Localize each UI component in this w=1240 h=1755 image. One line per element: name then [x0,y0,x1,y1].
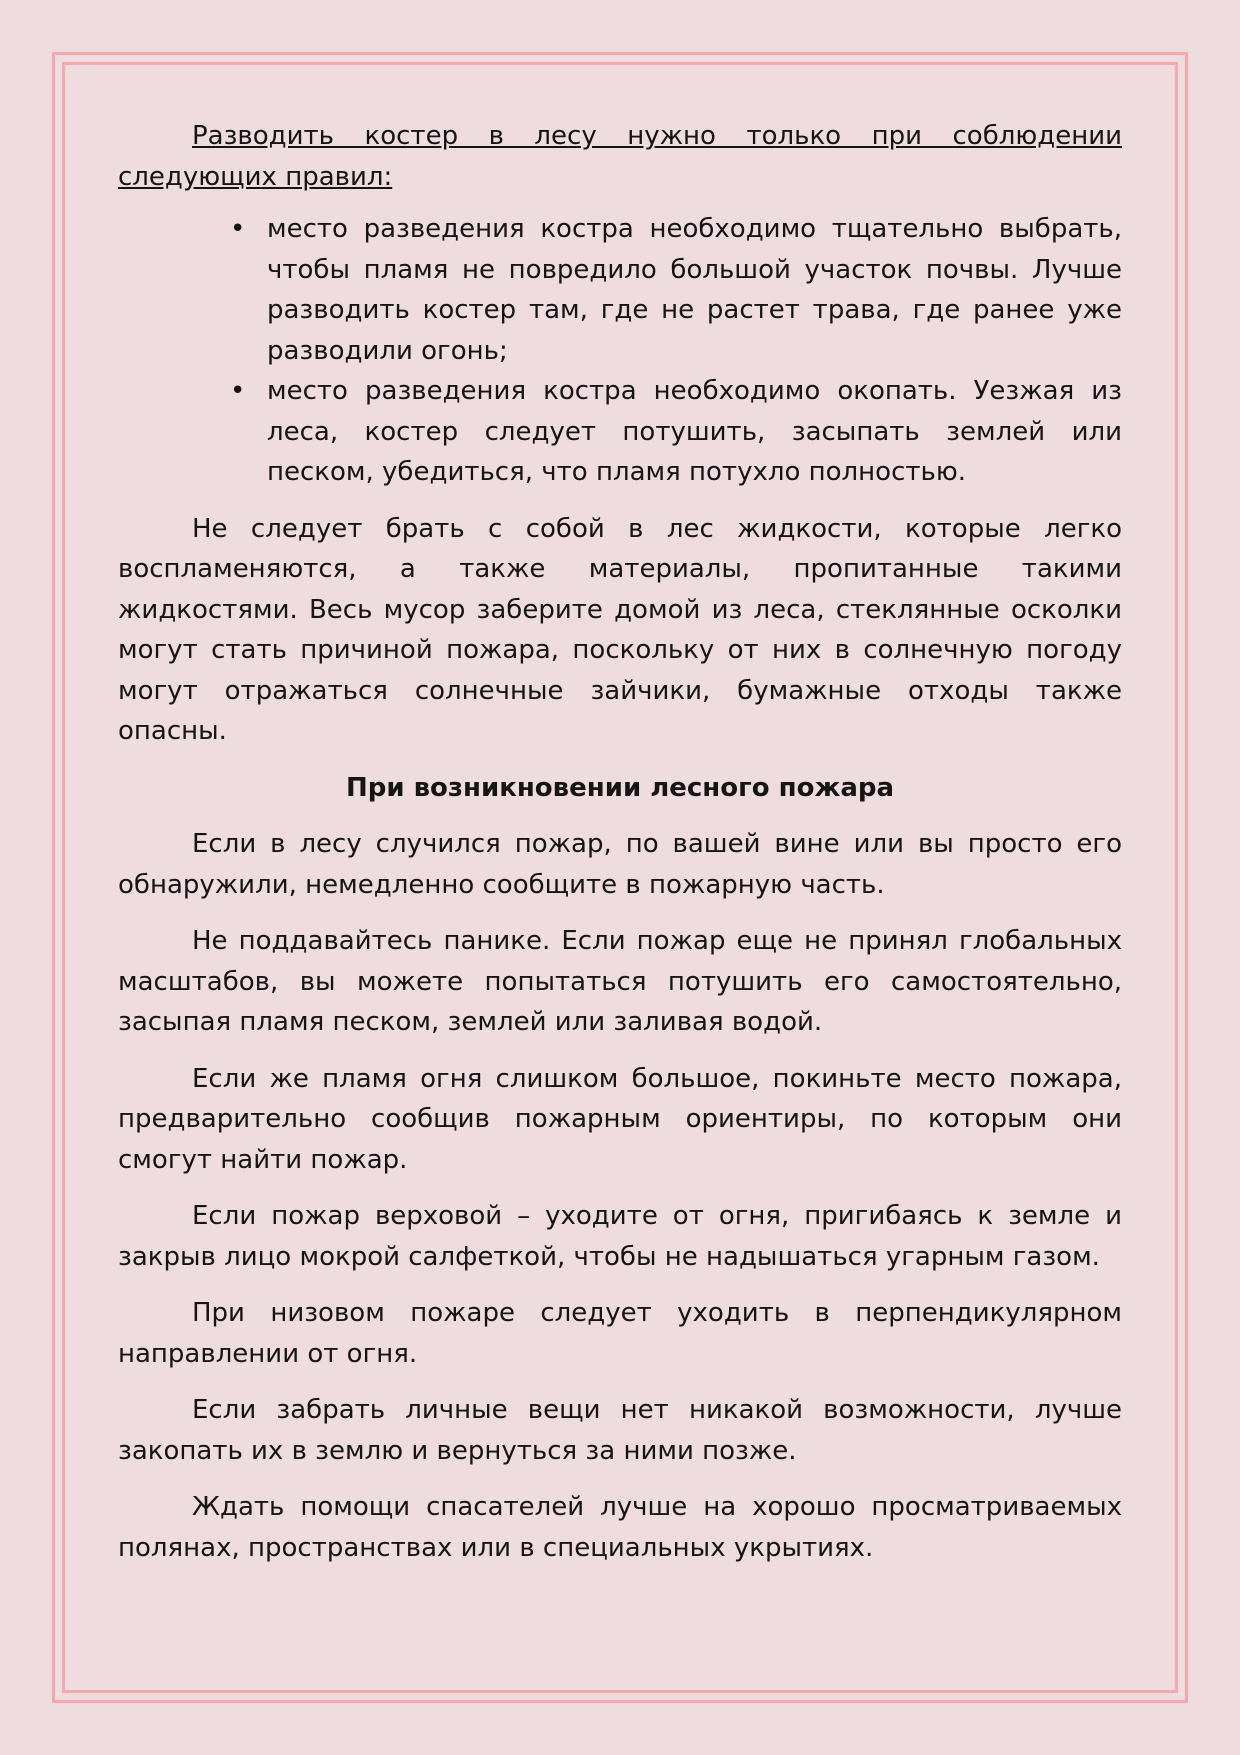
list-item-text: место разведения костра необходимо окопать. Уезжая из леса, костер следует потушить, засыпать землей или песком, убедиться, что пламя потухло полностью. [267,376,1122,487]
list-item [230,209,1122,371]
paragraph: Не поддавайтесь панике. Если пожар еще не принял глобальных масштабов, вы можете попытаться потушить его самостоятельно, засыпая пламя песком, землей или заливая водой. [118,926,1122,1037]
section-heading: При возникновении лесного пожара [345,772,895,803]
bullet-icon: • [230,214,246,244]
rules-list [118,209,1122,493]
list-item [230,371,1122,493]
list-item-text: место разведения костра необходимо тщательно выбрать, чтобы пламя не повредило большой участок почвы. Лучше разводить костер там, где не растет трава, где ранее уже разводили огонь; [267,214,1122,366]
flammables-paragraph: Не следует брать с собой в лес жидкости, которые легко воспламеняются, а также материалы, пропитанные такими жидкостями. Весь мусор заберите домой из леса, стеклянные осколки могут стать причиной пожара, поскольку от них в солнечную погоду могут отражаться солнечные зайчики, бумажные отходы также опасны. [118,513,1122,746]
document-body [118,116,1122,1584]
paragraph: Если же пламя огня слишком большое, покиньте место пожара, предварительно сообщив пожарным ориентиры, по которым они смогут найти пожар. [118,1063,1122,1175]
paragraph: При низовом пожаре следует уходить в перпендикулярном направлении от огня. [118,1298,1122,1369]
paragraph: Ждать помощи спасателей лучше на хорошо просматриваемых полянах, пространствах или в специальных укрытиях. [118,1492,1122,1563]
bullet-icon: • [230,376,246,406]
paragraph: Если пожар верховой – уходите от огня, пригибаясь к земле и закрыв лицо мокрой салфеткой, чтобы не надышаться угарным газом. [118,1201,1122,1272]
paragraph: Если забрать личные вещи нет никакой возможности, лучше закопать их в землю и вернуться за ними позже. [118,1395,1122,1466]
intro-paragraph: Разводить костер в лесу нужно только при соблюдении следующих правил: [118,121,1122,192]
paragraph: Если в лесу случился пожар, по вашей вине или вы просто его обнаружили, немедленно сообщите в пожарную часть. [118,829,1122,900]
